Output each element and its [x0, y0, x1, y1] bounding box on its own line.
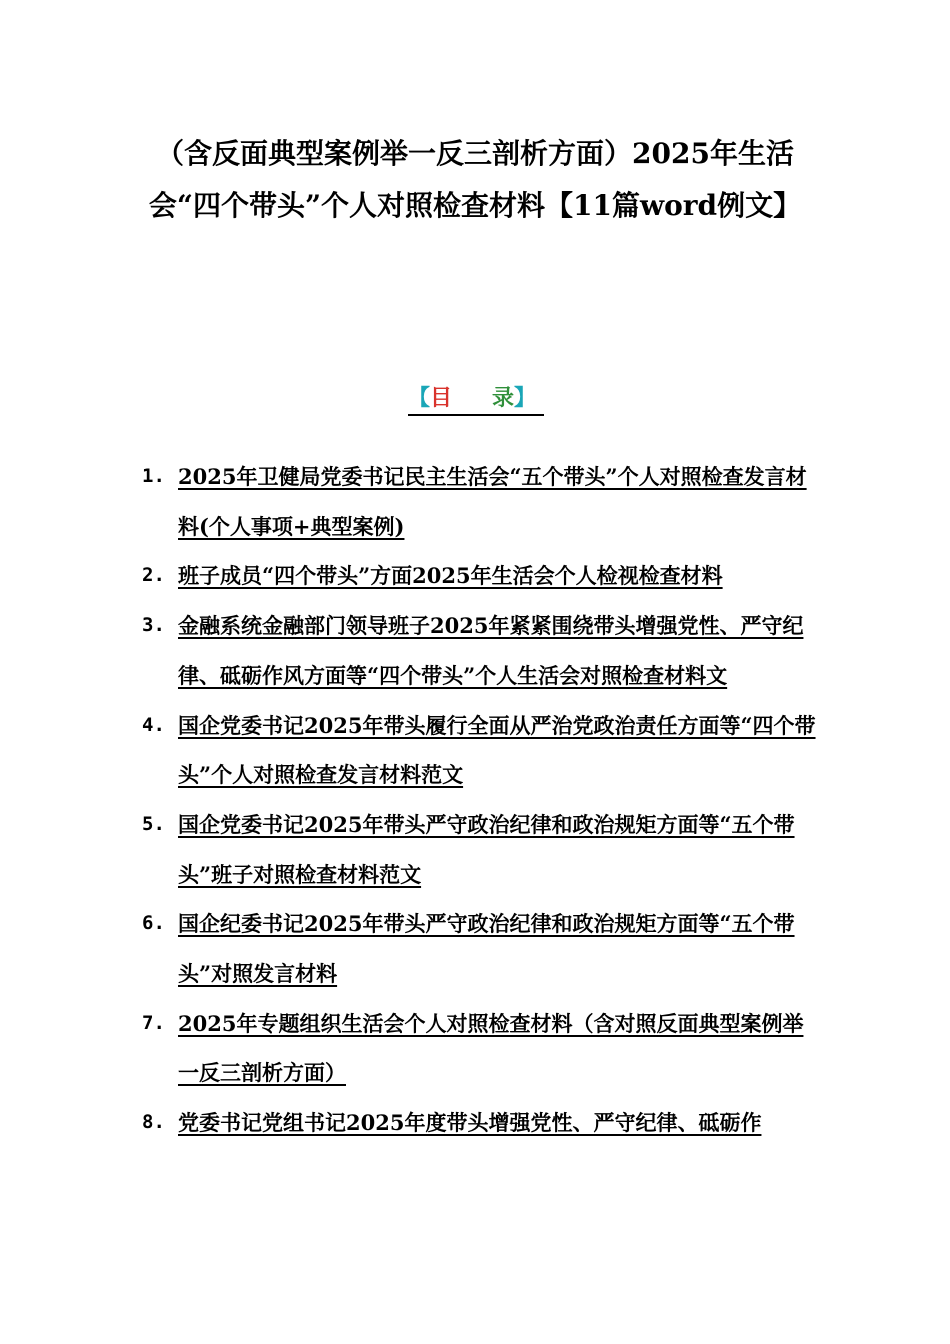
toc-item-link[interactable]: 金融系统金融部门领导班子2025年紧紧围绕带头增强党性、严守纪律、砥砺作风方面等“四个带头”个人生活会对照检查材料文 [178, 613, 804, 688]
toc-bracket-open: 【 [408, 385, 431, 411]
toc-item-link[interactable]: 国企纪委书记2025年带头严守政治纪律和政治规矩方面等“五个带头”对照发言材料 [178, 911, 795, 987]
toc-item-number: 2. [142, 564, 165, 587]
toc-item-link[interactable]: 班子成员“四个带头”方面2025年生活会个人检视检查材料 [178, 563, 723, 589]
toc-item-number: 6. [142, 912, 165, 935]
toc-item [142, 999, 822, 1098]
document-title: （含反面典型案例举一反三剖析方面）2025年生活会“四个带头”个人对照检查材料【11篇word例文】 [148, 137, 802, 222]
toc-item-link[interactable]: 国企党委书记2025年带头严守政治纪律和政治规矩方面等“五个带头”班子对照检查材料范文 [178, 811, 795, 887]
toc-item-number: 8. [142, 1111, 165, 1134]
toc-item-link[interactable]: 2025年专题组织生活会个人对照检查材料（含对照反面典型案例举一反三剖析方面） [178, 1010, 804, 1086]
toc-item-link[interactable]: 党委书记党组书记2025年度带头增强党性、严守纪律、砥砺作 [178, 1110, 762, 1136]
toc-item [142, 452, 822, 551]
toc-heading-word-1: 目 [430, 385, 453, 411]
toc-item [142, 701, 822, 800]
toc-item-number: 3. [142, 614, 165, 637]
toc-item [142, 899, 822, 998]
toc-item-number: 1. [142, 465, 165, 487]
toc-item [142, 551, 822, 601]
toc-list [142, 452, 822, 1148]
toc-item [142, 800, 822, 899]
toc-item-number: 5. [142, 812, 165, 835]
toc-item-link[interactable]: 国企党委书记2025年带头履行全面从严治党政治责任方面等“四个带头”个人对照检查发言材料范文 [178, 712, 816, 788]
toc-item-number: 7. [142, 1011, 165, 1034]
toc-item [142, 1098, 822, 1148]
toc-heading [408, 382, 544, 416]
toc-item [142, 601, 822, 700]
toc-item-number: 4. [142, 713, 165, 736]
toc-bracket-close: 】 [514, 385, 537, 411]
toc-item-link[interactable]: 2025年卫健局党委书记民主生活会“五个带头”个人对照检查发言材料(个人事项+典型案例) [178, 464, 807, 539]
toc-heading-word-2: 录 [492, 385, 515, 411]
